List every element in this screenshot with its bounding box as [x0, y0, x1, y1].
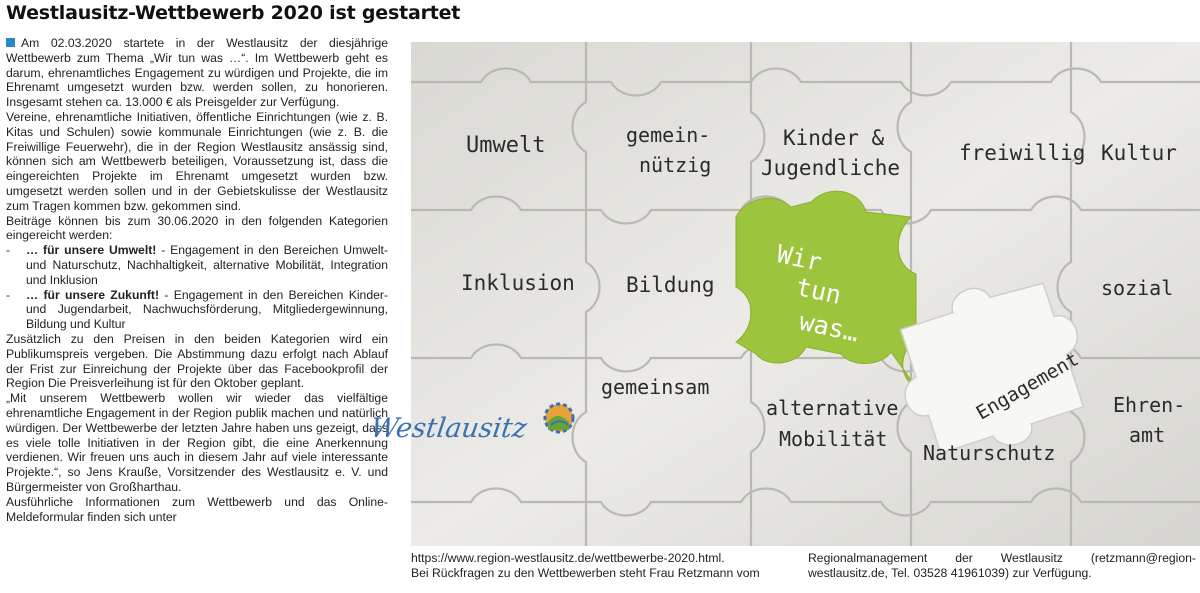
word-was: was…	[796, 306, 862, 348]
word-naturschutz: Naturschutz	[923, 441, 1056, 465]
word-tun: tun	[793, 272, 844, 310]
word-gemeinsam: gemeinsam	[601, 375, 710, 399]
paragraph-deadline: Beiträge können bis zum 30.06.2020 in den folgenden Kategorien eingereicht werden:	[6, 213, 388, 243]
paragraph-intro: Am 02.03.2020 startete in der Westlausitz der diesjährige Wettbewerb zum Thema „Wir tun was …“. Im Wettbewerb geht es darum, ehrenamtliches Engagement zu würdigen und Projekte, die im Ehrenamt umgesetzt wurden bzw. werden sollen, zu honorieren. Insgesamt stehen ca. 13.000 € als Preisgelder zur Verfügung.	[6, 36, 388, 110]
contest-url-link[interactable]: https://www.region-westlausitz.de/wettbewerbe-2020.html.	[411, 551, 725, 565]
puzzle-image	[368, 42, 1200, 546]
contact-text: Bei Rückfragen zu den Wettbewerben steht Frau Retzmann vom	[411, 565, 760, 580]
category-item-umwelt: - … für unsere Umwelt! - Engagement in den Bereichen Umwelt- und Naturschutz, Nachhaltigkeit, alternative Mobilität, Integration und Inklusion	[6, 243, 388, 287]
word-freiwillig: freiwillig	[959, 141, 1086, 165]
svg-text:Westlausitz: Westlausitz	[368, 413, 529, 444]
word-kinder: Kinder &	[783, 126, 885, 150]
word-ehren: Ehren-	[1113, 393, 1186, 417]
word-wir: Wir	[774, 239, 825, 277]
puzzle-svg	[368, 42, 1200, 546]
word-engagement: Engagement	[972, 348, 1083, 425]
word-bildung: Bildung	[626, 273, 715, 297]
lead-square-icon	[6, 38, 15, 47]
word-sozial: sozial	[1101, 276, 1174, 300]
paragraph-quote: „Mit unserem Wettbewerb wollen wir wieder das vielfältige ehrenamtliche Engagement in der Region publik machen und natürlich würdigen. Der Wettbewerbe der letzten Jahre haben uns gezeigt, dass es viele tolle Initiativen in der Region gibt, die eine Anerkennung verdienen. Wir freuen uns auch in diesem Jahr auf viele interessante Projekte.“, so Jens Krauße, Vorsitzender des Westlausitz e. V. und Bürgermeister von Großharthau.	[6, 391, 388, 494]
word-amt: amt	[1129, 423, 1166, 447]
word-mobilitaet: Mobilität	[779, 427, 888, 451]
word-jugendliche: Jugendliche	[761, 156, 901, 180]
paragraph-audience-prize: Zusätzlich zu den Preisen in den beiden Kategorien wird ein Publikumspreis vergeben. Die Abstimmung dazu erfolgt nach Ablauf der Frist zur Einreichung der Projekte über das Facebookprofil der Region Die Preisverleihung ist für den Oktober geplant.	[6, 331, 388, 391]
word-kultur: Kultur	[1101, 141, 1177, 165]
article-title: Westlausitz-Wettbewerb 2020 ist gestartet	[6, 2, 461, 24]
word-nuetzig: nützig	[639, 153, 712, 177]
footer-right-column	[808, 551, 1196, 581]
article-body	[6, 36, 388, 524]
footer-middle-column	[411, 551, 789, 581]
word-inklusion: Inklusion	[461, 271, 575, 295]
paragraph-eligibility: Vereine, ehrenamtliche Initiativen, öffentliche Einrichtungen (wie z. B. Kitas und Schulen) sowie kommunale Einrichtungen (wie z. B. die Freiwillige Feuerwehr), die in der Region Westlausitz ansässig sind, können sich am Wettbewerb beteiligen, Voraussetzung ist, dass die eingereichten Projekte im Ehrenamt umgesetzt wurden bzw. umgesetzt werden sollen und in der Gebietskulisse der Westlausitz zum Tragen kommen bzw. gekommen sind.	[6, 109, 388, 213]
word-umwelt: Umwelt	[466, 133, 546, 158]
word-alternative: alternative	[766, 396, 899, 420]
contact-details: Regionalmanagement der Westlausitz (retzmann@region-westlausitz.de, Tel. 03528 41961039) zur Verfügung.	[808, 551, 1196, 580]
paragraph-info: Ausführliche Informationen zum Wettbewerb und das Online-Meldeformular finden sich unter	[6, 494, 388, 524]
category-item-zukunft: - … für unsere Zukunft! - Engagement in den Bereichen Kinder- und Jugendarbeit, Nachwuchsförderung, Mitgliedergewinnung, Bildung und Kultur	[6, 287, 388, 332]
word-gemein: gemein-	[626, 123, 711, 147]
